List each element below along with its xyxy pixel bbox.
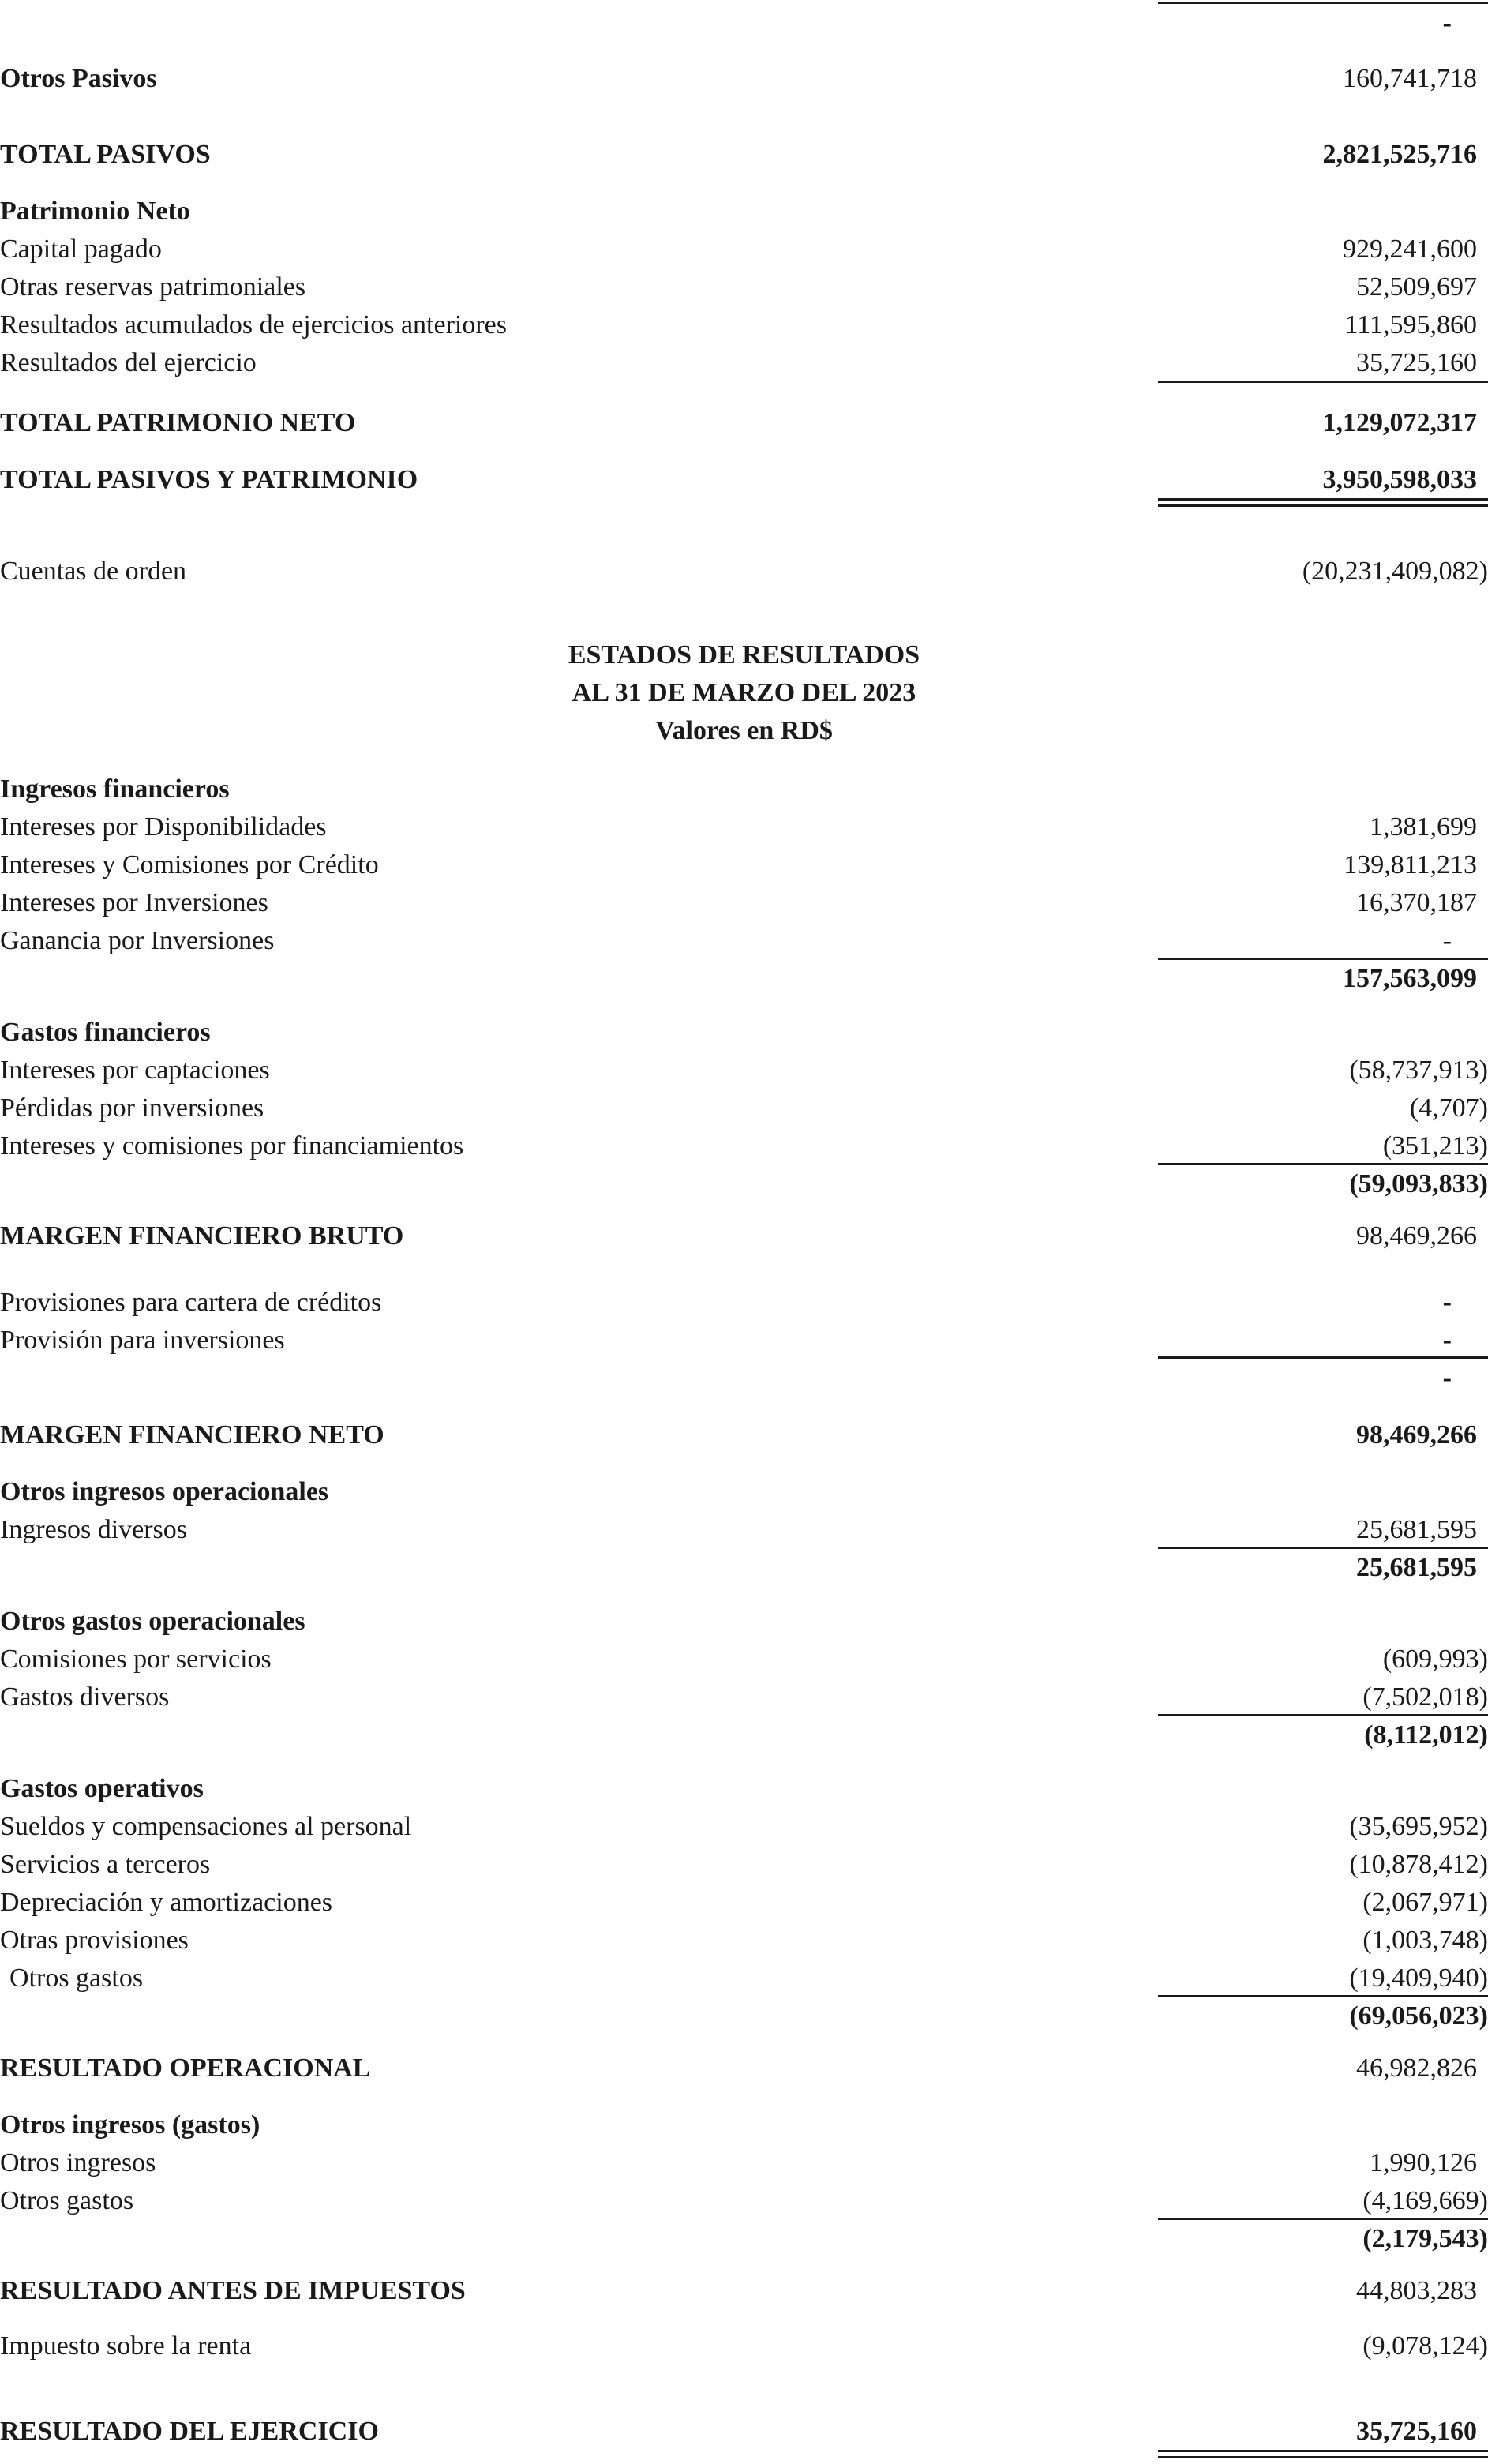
rule-otros-ingresos-op bbox=[1158, 1547, 1488, 1549]
line-item-value: 1,990,126 bbox=[1370, 2148, 1477, 2177]
line-item-value: (4,169,669) bbox=[1362, 2186, 1488, 2215]
line-item-label: Pérdidas por inversiones bbox=[0, 1093, 264, 1123]
rule-otros-gastos-op bbox=[1158, 1714, 1488, 1716]
resultado-antes-impuestos-value: 44,803,283 bbox=[1356, 2276, 1477, 2305]
total-pasivos-patrimonio-label: TOTAL PASIVOS Y PATRIMONIO bbox=[0, 465, 418, 494]
statement-currency: Valores en RD$ bbox=[655, 716, 833, 745]
patrimonio-row-label: Resultados acumulados de ejercicios anteriores bbox=[0, 310, 507, 339]
resultado-operacional-value: 46,982,826 bbox=[1356, 2053, 1477, 2083]
patrimonio-row-value: 35,725,160 bbox=[1356, 348, 1477, 377]
gastos-operativos-heading: Gastos operativos bbox=[0, 1774, 204, 1803]
margen-bruto-label: MARGEN FINANCIERO BRUTO bbox=[0, 1221, 404, 1251]
double-rule-resultado bbox=[1158, 2450, 1488, 2458]
patrimonio-row-label: Resultados del ejercicio bbox=[0, 348, 257, 377]
line-item-label: Intereses y comisiones por financiamientos bbox=[0, 1131, 464, 1161]
statement-title: ESTADOS DE RESULTADOS bbox=[568, 640, 920, 669]
total-pasivos-label: TOTAL PASIVOS bbox=[0, 140, 211, 169]
resultado-ejercicio-label: RESULTADO DEL EJERCICIO bbox=[0, 2417, 379, 2446]
rule-ingresos bbox=[1158, 958, 1488, 960]
cuentas-orden-value: (20,231,409,082) bbox=[1302, 557, 1488, 586]
line-item-label: Otras provisiones bbox=[0, 1926, 189, 1955]
rule-gastos-operativos bbox=[1158, 1995, 1488, 1997]
line-item-label: Gastos diversos bbox=[0, 1682, 170, 1712]
line-item-value: (1,003,748) bbox=[1362, 1926, 1488, 1955]
line-item-value: (10,878,412) bbox=[1349, 1850, 1488, 1879]
rule-top bbox=[1158, 2, 1488, 4]
line-item-label: Otros gastos bbox=[0, 2186, 134, 2215]
patrimonio-row-value: 111,595,860 bbox=[1344, 310, 1477, 339]
otros-ingresos-op-subtotal: 25,681,595 bbox=[1356, 1553, 1477, 1582]
line-item-value: (58,737,913) bbox=[1349, 1056, 1488, 1085]
line-item-value: (19,409,940) bbox=[1349, 1963, 1488, 1993]
line-item-value: 25,681,595 bbox=[1356, 1515, 1477, 1544]
total-patrimonio-label: TOTAL PATRIMONIO NETO bbox=[0, 408, 356, 437]
line-item-value: 16,370,187 bbox=[1356, 888, 1477, 917]
gastos-financieros-heading: Gastos financieros bbox=[0, 1018, 211, 1047]
margen-neto-value: 98,469,266 bbox=[1356, 1420, 1477, 1450]
line-item-label: Otros ingresos bbox=[0, 2148, 156, 2177]
top-dash-value: - bbox=[1442, 9, 1452, 38]
line-item-label: Otros gastos bbox=[9, 1963, 144, 1993]
ingresos-financieros-heading: Ingresos financieros bbox=[0, 774, 230, 804]
impuesto-label: Impuesto sobre la renta bbox=[0, 2331, 252, 2361]
resultado-ejercicio-value: 35,725,160 bbox=[1356, 2417, 1477, 2446]
line-item-label: Comisiones por servicios bbox=[0, 1645, 272, 1674]
line-item-value: (35,695,952) bbox=[1349, 1812, 1488, 1841]
line-item-label: Ingresos diversos bbox=[0, 1515, 188, 1544]
otros-pasivos-label: Otros Pasivos bbox=[0, 64, 157, 93]
line-item-value: - bbox=[1442, 926, 1452, 955]
total-pasivos-patrimonio-value: 3,950,598,033 bbox=[1322, 465, 1477, 494]
otros-pasivos-value: 160,741,718 bbox=[1343, 64, 1477, 93]
margen-neto-label: MARGEN FINANCIERO NETO bbox=[0, 1420, 384, 1450]
rule-otros-ingresos-gastos bbox=[1158, 2218, 1488, 2220]
double-rule-total bbox=[1158, 498, 1488, 507]
line-item-label: Intereses por Inversiones bbox=[0, 888, 268, 917]
patrimonio-row-value: 929,241,600 bbox=[1343, 234, 1477, 264]
line-item-label: Intereses por Disponibilidades bbox=[0, 812, 327, 842]
otros-ingresos-gastos-subtotal: (2,179,543) bbox=[1362, 2224, 1488, 2253]
line-item-label: Provisión para inversiones bbox=[0, 1326, 285, 1355]
line-item-label: Servicios a terceros bbox=[0, 1850, 211, 1879]
resultado-operacional-label: RESULTADO OPERACIONAL bbox=[0, 2053, 371, 2083]
otros-ingresos-op-heading: Otros ingresos operacionales bbox=[0, 1477, 329, 1506]
otros-ingresos-gastos-heading: Otros ingresos (gastos) bbox=[0, 2110, 260, 2140]
patrimonio-row-value: 52,509,697 bbox=[1356, 272, 1477, 302]
line-item-value: (2,067,971) bbox=[1362, 1888, 1488, 1917]
patrimonio-heading: Patrimonio Neto bbox=[0, 197, 190, 226]
resultado-antes-impuestos-label: RESULTADO ANTES DE IMPUESTOS bbox=[0, 2276, 466, 2305]
otros-gastos-op-heading: Otros gastos operacionales bbox=[0, 1607, 305, 1636]
statement-date: AL 31 DE MARZO DEL 2023 bbox=[572, 678, 916, 707]
patrimonio-row-label: Capital pagado bbox=[0, 234, 162, 264]
cuentas-orden-label: Cuentas de orden bbox=[0, 557, 187, 586]
rule-provisiones bbox=[1158, 1356, 1488, 1359]
rule-patrimonio bbox=[1158, 381, 1488, 383]
patrimonio-row-label: Otras reservas patrimoniales bbox=[0, 272, 306, 302]
ingresos-financieros-subtotal: 157,563,099 bbox=[1343, 964, 1477, 993]
otros-gastos-op-subtotal: (8,112,012) bbox=[1364, 1720, 1488, 1750]
line-item-label: Provisiones para cartera de créditos bbox=[0, 1288, 382, 1317]
line-item-value: (609,993) bbox=[1382, 1645, 1488, 1674]
line-item-value: (351,213) bbox=[1382, 1131, 1488, 1161]
line-item-value: (4,707) bbox=[1409, 1093, 1488, 1123]
rule-gastos-financieros bbox=[1158, 1163, 1488, 1165]
gastos-operativos-subtotal: (69,056,023) bbox=[1349, 2001, 1488, 2031]
line-item-label: Sueldos y compensaciones al personal bbox=[0, 1812, 412, 1841]
line-item-value: - bbox=[1442, 1288, 1452, 1317]
line-item-value: 1,381,699 bbox=[1370, 812, 1477, 842]
total-patrimonio-value: 1,129,072,317 bbox=[1322, 408, 1477, 437]
line-item-label: Intereses y Comisiones por Crédito bbox=[0, 850, 379, 879]
line-item-value: - bbox=[1442, 1326, 1452, 1355]
total-pasivos-value: 2,821,525,716 bbox=[1322, 140, 1477, 169]
line-item-label: Ganancia por Inversiones bbox=[0, 926, 275, 955]
margen-bruto-value: 98,469,266 bbox=[1356, 1221, 1477, 1251]
line-item-value: 139,811,213 bbox=[1344, 850, 1477, 879]
gastos-financieros-subtotal: (59,093,833) bbox=[1349, 1169, 1488, 1198]
line-item-label: Depreciación y amortizaciones bbox=[0, 1888, 333, 1917]
line-item-label: Intereses por captaciones bbox=[0, 1056, 270, 1085]
impuesto-value: (9,078,124) bbox=[1362, 2331, 1488, 2361]
provisiones-subtotal: - bbox=[1442, 1363, 1452, 1393]
line-item-value: (7,502,018) bbox=[1362, 1682, 1488, 1712]
